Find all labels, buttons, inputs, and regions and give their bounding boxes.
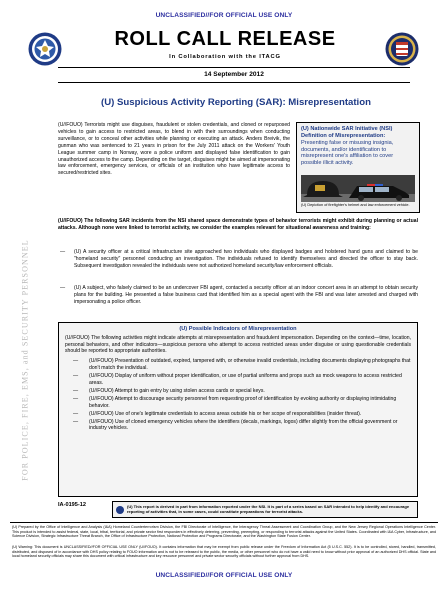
bullet-dash: — [73,418,79,425]
bullet-dash: — [73,387,79,394]
indicator-text: (U//FOUO) Use of cloned emergency vehicles where the identifiers (decals, markings, logos) differ slightly from the official government or industry vehicles. [89,418,398,432]
bullet-dash: — [73,372,79,379]
indicator-text: (U//FOUO) Use of one's legitimate credentials to access areas outside his or her scope of responsibilities (insider threat). [89,410,362,417]
page-title: ROLL CALL RELEASE [114,28,336,50]
document-headline: (U) Suspicious Activity Reporting (SAR): Misrepresentation [101,97,371,108]
incident-bullet-2: (U) A subject, who falsely claimed to be an undercover FBI agent, contacted a security officer at an indoor concert area in an attempt to obtain security plans for the building. He presented a false business card that identified him as a special agent with the FBI and was later arrested and charged with impersonating a police officer. [74,285,418,305]
audience-sidebar-text: FOR POLICE, FIRE, EMS, and SECURITY PERSONNEL [20,239,30,481]
list-item [65,411,411,418]
bullet-dash: — [60,285,66,291]
classification-banner-top: UNCLASSIFIED//FOR OFFICIAL USE ONLY [155,12,293,19]
indicators-title: (U) Possible Indicators of Misrepresentation [179,326,297,332]
nsi-definition-title: (U) Nationwide SAR Initiative (NSI) Definition of Misrepresentation: [301,126,393,139]
nsi-definition-text: Presenting false or misusing insignia, documents, and/or identification to misrepresent one's affiliation to cover possible illicit activity. [301,140,394,166]
bullet-dash: — [73,395,79,402]
footer-prepared-by: (U) Prepared by the Office of Intelligence and Analysis (I&A) Homeland Counterterrorism Division, the FBI Directorate of Intelligence, the Interagency Threat Assessment and Coordination Group, and the New Jersey Regional Operations Intelligence Center. This product is intended to assist federal, state, local, tribal, territorial, and private sector first responders in effectively deterring, preventing, preempting, or responding to terrorist attacks against the United States. Coordinated with I&A Cyber, Infrastructure, and Science Division, Strategic Infrastructure Threat Branch, the Office of Infrastructure Protection, National Protection and Programs Directorate, and the Washington State Fusion Center. [12,525,436,539]
header-rule-bottom [58,82,410,83]
helmet-and-vehicle-photo [301,175,415,202]
intro-paragraph: (U//FOUO) Terrorists might use disguises, fraudulent or stolen credentials, and cloned or repurposed vehicles to gain access to restricted areas, to blend in with their surroundings when conducting surveillance, or to conceal other activities while planning or executing an attack. Anders Breivik, the gunman who was sentenced to 21 years in prison for the July 2011 attack on the Workers' Youth League summer camp in Norway, wore a police uniform and displayed false identification to gain unauthorized access to the camp. Depending on the target, disguises might be aimed at impersonating law enforcement, emergency services, or officials of an institution who have legitimate access to secured/restricted sites. [58,122,290,177]
page-subtitle: In Collaboration with the ITACG [169,54,281,60]
header-rule-top [58,67,410,68]
release-date: 14 September 2012 [204,71,264,78]
indicators-list [65,358,411,432]
list-item [65,396,411,409]
ia-number: IA-0195-12 [58,502,86,508]
indicator-text: (U//FOUO) Presentation of outdated, expired, tampered with, or otherwise invalid credentials, including documents displaying photographs that don't match the individual. [89,358,411,371]
fbi-seal-icon [385,32,419,66]
list-item [65,358,411,371]
classification-banner-bottom: UNCLASSIFIED//FOR OFFICIAL USE ONLY [155,572,293,579]
indicators-box [58,322,418,497]
sar-incidents-intro: (U//FOUO) The following SAR incidents from the NSI shared space demonstrate types of behavior terrorists might exhibit during planning or actual attacks. Although none were linked to terrorist activity, we consider the examples relevant for situational awareness and training: [58,218,418,231]
incident-bullet-1: (U) A security officer at a critical infrastructure site approached two individuals who displayed badges and holstered hand guns and claimed to be "homeland security" personnel conducting an investigation. The individuals refused to identify themselves and directed the officer to stay back. Subsequent investigation revealed the individuals were not authorized homeland security/law enforcement officials. [74,249,418,269]
bullet-dash: — [73,410,79,417]
bullet-dash: — [60,249,66,255]
indicator-text: (U//FOUO) Attempt to gain entry by using stolen access cards or special keys. [89,387,265,394]
indicator-text: (U//FOUO) Attempt to discourage security personnel from requesting proof of identification by evoking authority or displaying intimidating behavior. [89,395,397,409]
footer-rule [10,522,438,523]
audience-sidebar [14,150,36,570]
info-icon [116,506,124,514]
nsi-definition-box [296,122,420,213]
list-item [65,419,411,432]
series-note-text: (U) This report is derived in part from information reported under the NSI. It is part of a series based on SAR intended to help identify and encourage reporting of activities that, in some cases, could constitute preparations for terrorist attacks. [127,504,410,514]
dhs-seal-icon [28,32,62,66]
bullet-dash: — [73,358,79,365]
list-item [65,388,411,395]
footer-warning: (U) Warning: This document is UNCLASSIFIED//FOR OFFICIAL USE ONLY (U//FOUO). It contains information that may be exempt from public release under the Freedom of Information Act (5 U.S.C. 552). It is to be controlled, stored, handled, transmitted, distributed, and disposed of in accordance with DHS policy relating to FOUO information and is not to be released to the public, the media, or other personnel who do not have a valid need to know without prior approval of an authorized DHS official. State and local homeland security officials may share this document with critical infrastructure and key resource personnel and private sector security officials without further approval from DHS. [12,545,436,559]
series-note-box [112,501,418,518]
indicator-text: (U//FOUO) Display of uniform without proper identification, or use of partial uniforms and props such as mock weapons to access restricted areas. [89,372,402,386]
list-item [65,373,411,386]
indicators-intro: (U//FOUO) The following activities might indicate attempts at misrepresentation and fraudulent impersonation. Depending on the context—time, location, personal behaviors, and other indicators—suspicious persons who attempt to access restricted areas under disguise or using questionable credentials should be reported to appropriate authorities. [65,335,411,355]
nsi-photo-caption: (U) Depiction of firefighter's helmet and law enforcement vehicle. [301,203,410,207]
